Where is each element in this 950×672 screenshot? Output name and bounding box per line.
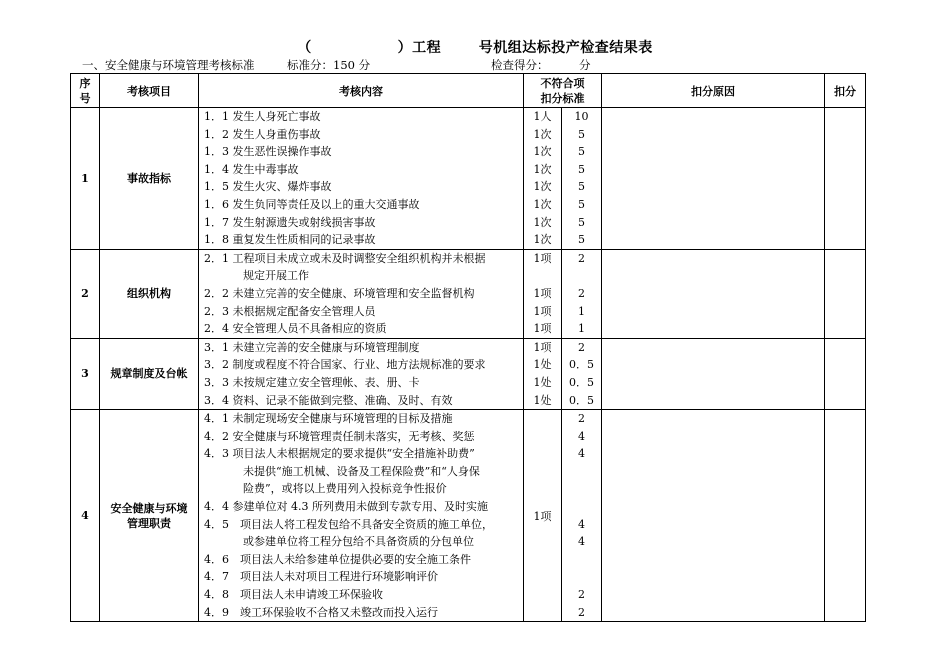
score-value: 0．5: [569, 393, 594, 407]
row-number: 3: [71, 338, 100, 409]
deduct-standard: [562, 338, 602, 409]
score-value: 4: [578, 429, 585, 443]
content-line: 4．6 项目法人未给参建单位提供必要的安全施工条件: [204, 552, 471, 566]
check-content: [199, 410, 524, 622]
unit-value: 1处: [533, 358, 552, 372]
table-row: [71, 410, 866, 622]
content-line: 4．5 项目法人将工程发包给不具备安全资质的施工单位，: [204, 517, 493, 531]
unit-value: 1次: [533, 162, 552, 176]
unit-value: 1人: [533, 110, 552, 123]
deduct-reason: [602, 410, 825, 622]
score-value: 4: [578, 535, 585, 549]
content-line: 4．1 未制定现场安全健康与环境管理的目标及措施: [204, 412, 453, 426]
unit-value: 1处: [533, 393, 552, 407]
check-content: [199, 249, 524, 338]
nonconform-unit: 1项: [524, 410, 562, 622]
content-line: 3．2 制度或程度不符合国家、行业、地方法规标准的要求: [204, 358, 486, 372]
content-line: 1．5 发生火灾、爆炸事故: [204, 180, 332, 194]
check-item-label: 组织机构: [127, 287, 171, 301]
page-title: [0, 37, 950, 57]
score-value: 2: [578, 251, 585, 265]
col-seq: 序 号: [71, 74, 100, 108]
col-reason: 扣分原因: [602, 74, 825, 108]
score-value: 2: [578, 286, 585, 300]
deduct-points: [825, 410, 866, 622]
content-line: 3．3 未按规定建立安全管理帐、表、册、卡: [204, 375, 420, 389]
check-item-label: 安全健康与环境: [110, 501, 188, 515]
check-item: [100, 410, 199, 622]
score-value: 2: [578, 340, 585, 354]
unit-value: 1项: [533, 251, 552, 265]
score-value: 5: [578, 162, 585, 176]
row-number: 4: [71, 410, 100, 622]
title-open-paren: （: [297, 40, 312, 56]
deduct-standard: [562, 410, 602, 622]
check-score-label: 检查得分：: [491, 58, 549, 72]
score-value: 2: [578, 588, 585, 602]
unit-value: 1项: [533, 304, 552, 318]
score-value: 2: [578, 412, 585, 426]
content-line: 1．1 发生人身死亡事故: [204, 110, 321, 123]
score-value: 10: [574, 110, 589, 123]
unit-value: [524, 267, 561, 285]
deduct-points: [825, 108, 866, 250]
table-row: [71, 338, 866, 409]
content-line: 2．1 工程项目未成立或未及时调整安全组织机构并未根据: [204, 251, 486, 265]
content-line: 1．2 发生人身重伤事故: [204, 127, 321, 141]
score-value: [562, 568, 601, 586]
score-value: 1: [578, 304, 585, 318]
check-score-unit: 分: [579, 58, 591, 72]
content-line: 3．4 资料、记录不能做到完整、准确、及时、有效: [204, 393, 453, 407]
content-line: 4．2 安全健康与环境管理责任制未落实，无考核、奖惩: [204, 429, 475, 443]
content-line: 4．4 参建单位对 4.3 所列费用未做到专款专用、及时实施: [204, 500, 488, 514]
score-value: [562, 551, 601, 569]
title-unit: 号机组达标投产检查结果表: [478, 40, 653, 56]
table-header-row: [71, 74, 866, 108]
content-line: 3．1 未建立完善的安全健康与环境管理制度: [204, 340, 420, 354]
content-line: 或参建单位将工程分包给不具备资质的分包单位: [243, 535, 474, 549]
unit-value: 1项: [533, 286, 552, 300]
score-value: 5: [578, 127, 585, 141]
check-item: [100, 108, 199, 250]
content-line: 2．3 未根据规定配备安全管理人员: [204, 304, 376, 318]
result-table: [70, 73, 866, 622]
score-value: 1: [578, 322, 585, 336]
deduct-reason: [602, 249, 825, 338]
score-value: 4: [578, 447, 585, 461]
content-line: 1．3 发生恶性误操作事故: [204, 145, 332, 159]
deduct-standard: [562, 249, 602, 338]
deduct-points: [825, 338, 866, 409]
content-line: 险费”，或将以上费用列入投标竞争性报价: [243, 482, 447, 496]
nonconform-unit: [524, 108, 562, 250]
content-line: 4．9 竣工环保验收不合格又未整改而投入运行: [204, 605, 438, 619]
table-row: [71, 249, 866, 338]
unit-value: 1次: [533, 215, 552, 229]
row-number: 1: [71, 108, 100, 250]
col-content: 考核内容: [199, 74, 524, 108]
unit-value: 1次: [533, 233, 552, 247]
content-line: 4．3 项目法人未根据规定的要求提供“安全措施补助费”: [204, 447, 475, 461]
row-number: 2: [71, 249, 100, 338]
score-value: [562, 498, 601, 516]
section-header: [82, 57, 591, 73]
unit-value: 1次: [533, 197, 552, 211]
content-line: 规定开展工作: [243, 269, 309, 283]
score-value: 5: [578, 233, 585, 247]
content-line: 1．8 重复发生性质相同的记录事故: [204, 233, 376, 247]
check-content: [199, 338, 524, 409]
unit-value: 1次: [533, 145, 552, 159]
content-line: 1．6 发生负同等责任及以上的重大交通事故: [204, 197, 420, 211]
content-line: 4．7 项目法人未对项目工程进行环境影响评价: [204, 570, 438, 584]
score-value: 5: [578, 215, 585, 229]
score-value: [562, 480, 601, 498]
content-line: 2．4 安全管理人员不具备相应的资质: [204, 322, 387, 336]
title-project: ）工程: [397, 40, 442, 56]
check-item-label: 规章制度及台帐: [110, 367, 188, 381]
nonconform-unit: [524, 338, 562, 409]
table-row: [71, 108, 866, 250]
score-value: 0．5: [569, 375, 594, 389]
content-line: 1．4 发生中毒事故: [204, 162, 299, 176]
col-standard: 不符合项 扣分标准: [524, 74, 602, 108]
deduct-standard: [562, 108, 602, 250]
deduct-reason: [602, 108, 825, 250]
check-content: [199, 108, 524, 250]
content-line: 2．2 未建立完善的安全健康、环境管理和安全监督机构: [204, 286, 475, 300]
score-value: 5: [578, 197, 585, 211]
score-value: [562, 463, 601, 481]
standard-score: 标准分：150 分: [287, 58, 371, 72]
score-value: 4: [578, 517, 585, 531]
col-item: 考核项目: [100, 74, 199, 108]
content-line: 4．8 项目法人未申请竣工环保验收: [204, 588, 383, 602]
col-deduct: 扣分: [825, 74, 866, 108]
score-value: 5: [578, 145, 585, 159]
score-value: 5: [578, 180, 585, 194]
content-line: 未提供“施工机械、设备及工程保险费”和“人身保: [243, 464, 480, 478]
section-title: 一、安全健康与环境管理考核标准: [82, 58, 255, 72]
nonconform-unit: [524, 249, 562, 338]
check-item: [100, 338, 199, 409]
unit-value: 1次: [533, 180, 552, 194]
content-line: 1．7 发生射源遗失或射线损害事故: [204, 215, 376, 229]
score-value: [562, 267, 601, 285]
unit-value: 1项: [533, 322, 552, 336]
deduct-points: [825, 249, 866, 338]
score-value: 2: [578, 605, 585, 619]
unit-value: 1处: [533, 375, 552, 389]
check-item: [100, 249, 199, 338]
check-item-label: 事故指标: [127, 171, 171, 185]
unit-value: 1次: [533, 127, 552, 141]
score-value: 0．5: [569, 358, 594, 372]
check-item-label: 管理职责: [127, 516, 171, 530]
deduct-reason: [602, 338, 825, 409]
unit-value: 1项: [533, 340, 552, 354]
